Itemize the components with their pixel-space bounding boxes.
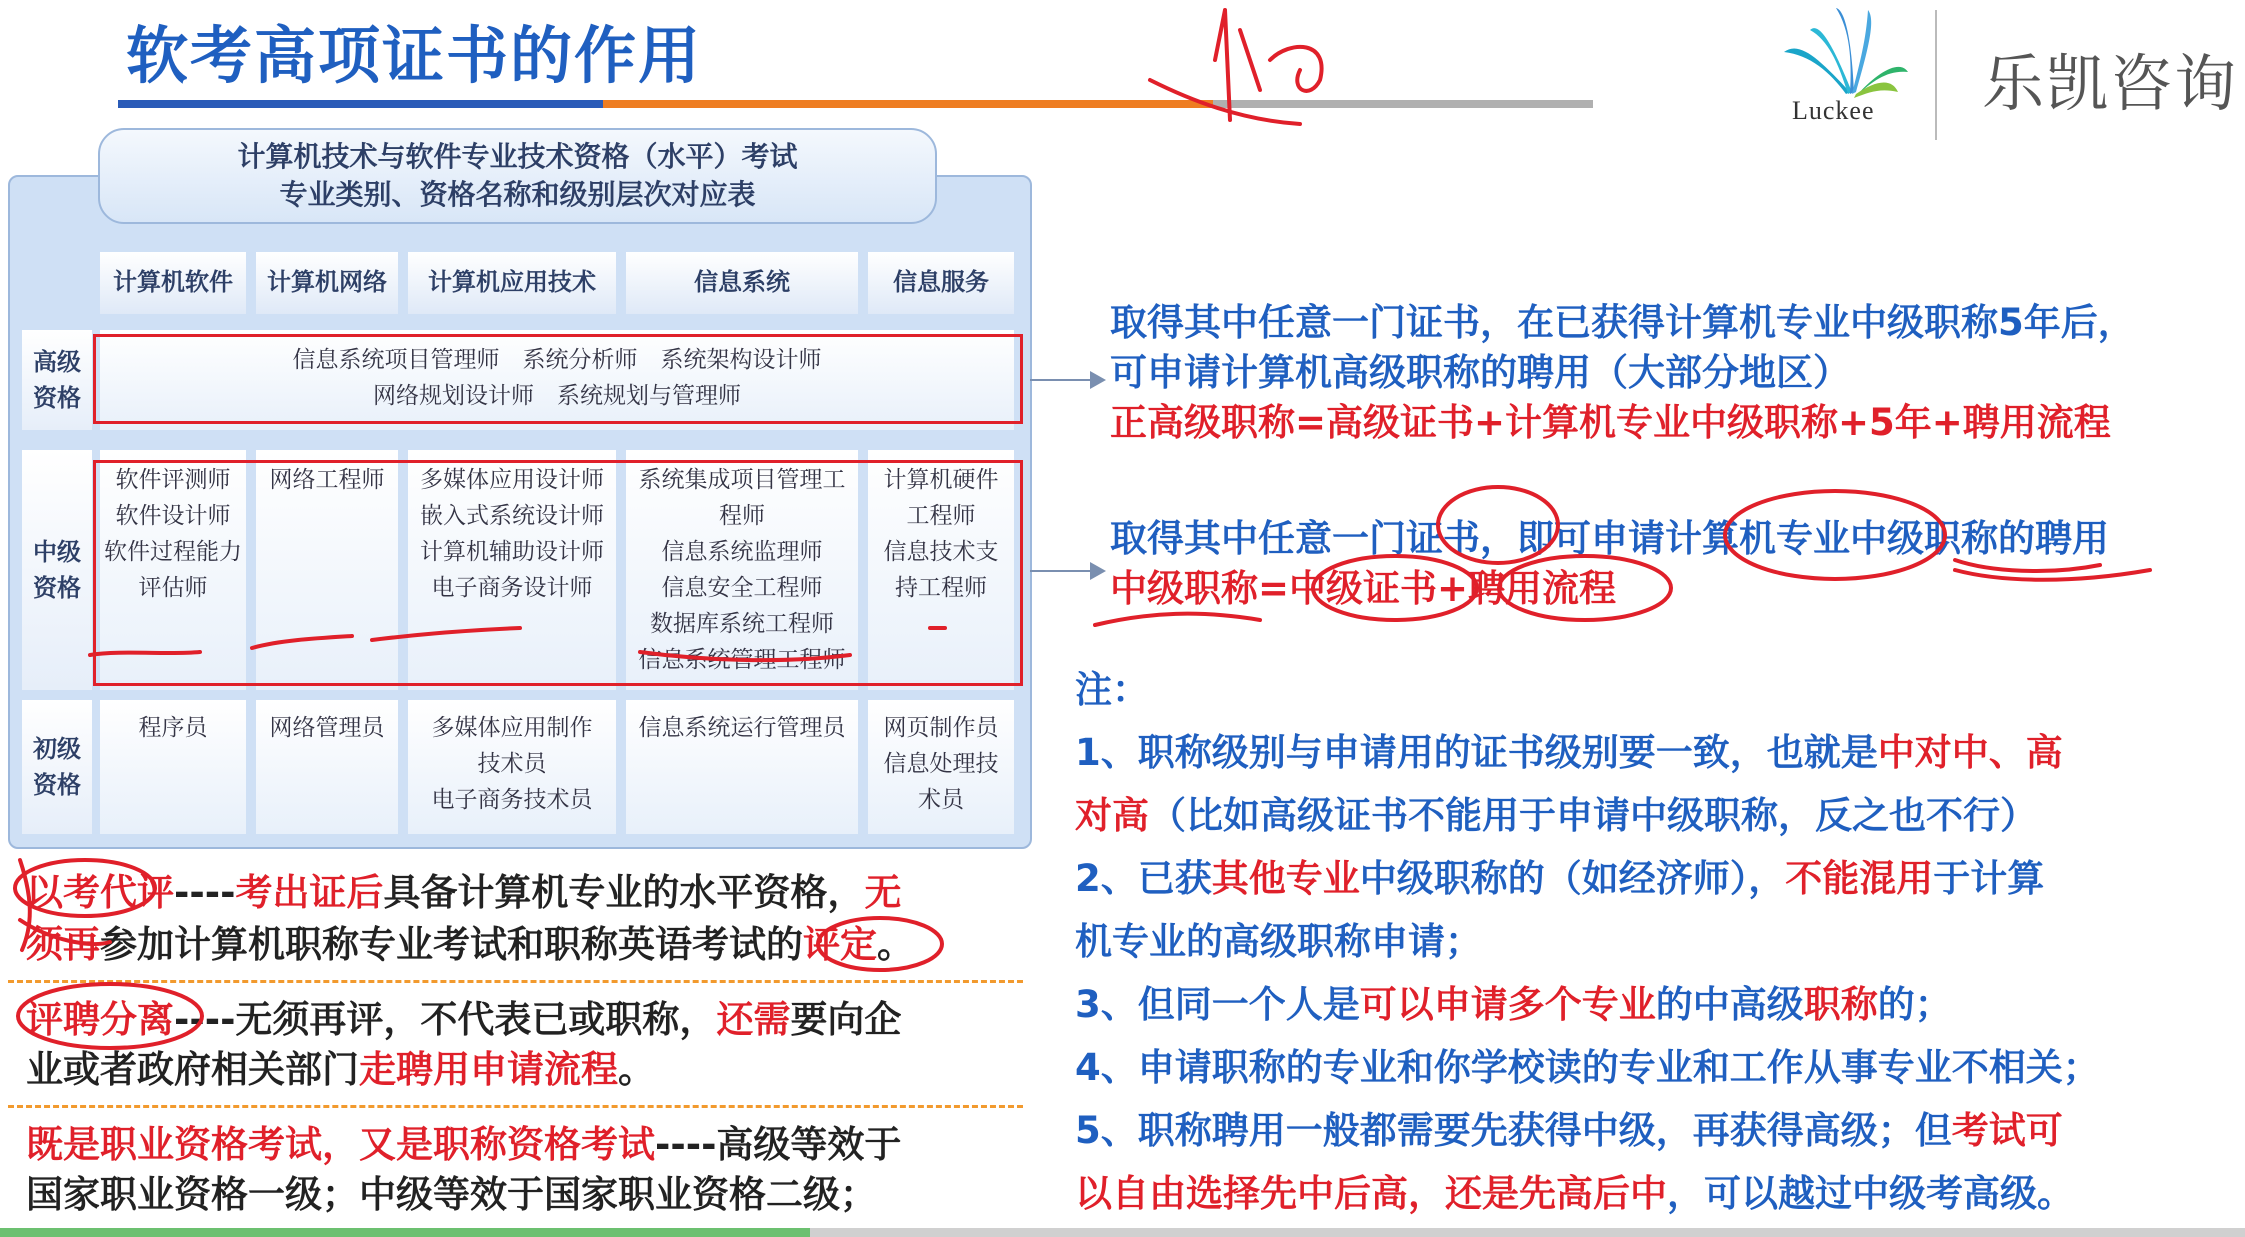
mid-svc-l4: 持工程师 xyxy=(895,575,987,601)
left-note-1b: ---- xyxy=(174,871,236,914)
left-note-2d: 要向企 xyxy=(790,998,902,1041)
low-app-l1: 多媒体应用制作 xyxy=(431,715,593,741)
mid-app-l2: 嵌入式系统设计师 xyxy=(420,503,604,529)
row-head-low-l2: 资格 xyxy=(33,771,81,799)
low-svc-l1: 网页制作员 xyxy=(883,715,999,741)
left-note-1i: 。 xyxy=(877,923,914,966)
note-3d: 职称 xyxy=(1803,983,1878,1026)
note-2a: 2、已获 xyxy=(1075,857,1212,900)
note-2-cont: 机专业的高级职称申请； xyxy=(1075,920,1482,963)
left-note-1f: 须再 xyxy=(26,923,100,966)
mid-svc-l2: 工程师 xyxy=(906,503,976,529)
col-info-service: 信息服务 xyxy=(868,252,1014,314)
note-1a: 1、职称级别与申请用的证书级别要一致，也就是 xyxy=(1075,731,1878,774)
left-note-2e: 业或者政府相关部门 xyxy=(26,1048,359,1091)
left-note-1g: 参加计算机职称专业考试和职称英语考试的 xyxy=(100,923,803,966)
note-2b: 其他专业 xyxy=(1211,857,1360,900)
left-note-2f: 走聘用申请流程 xyxy=(359,1048,618,1091)
note-2c: 中级职称的（如经济师）， xyxy=(1359,857,1786,900)
mid-network-l1: 网络工程师 xyxy=(269,467,385,493)
mid-svc-l3: 信息技术支 xyxy=(883,539,999,565)
high-desc-line2: 可申请计算机高级职称的聘用（大部分地区） xyxy=(1110,351,1850,394)
note-3b: 可以申请多个专业 xyxy=(1359,983,1656,1026)
note-2e: 于计算 xyxy=(1933,857,2045,900)
logo-text-cn: 乐凯咨询 xyxy=(1982,47,2239,120)
col-application: 计算机应用技术 xyxy=(408,252,616,314)
mid-software-l2: 软件设计师 xyxy=(115,503,231,529)
mid-is-l5: 数据库系统工程师 xyxy=(650,611,834,637)
note-2d: 不能混用 xyxy=(1785,857,1934,900)
note-5d: ，可以越过中级考高级。 xyxy=(1667,1172,2074,1215)
note-1c: 对高 xyxy=(1075,794,1149,837)
left-note-2c: 还需 xyxy=(716,998,791,1041)
mid-is-l6: 信息系统管理工程师 xyxy=(638,647,846,673)
low-svc-l3: 术员 xyxy=(918,787,964,813)
mid-software-l4: 评估师 xyxy=(138,575,208,601)
left-note-2b: ----无须再评，不代表已或职称， xyxy=(174,998,717,1041)
mid-is-l4: 信息安全工程师 xyxy=(661,575,823,601)
high-formula: 正高级职称=高级证书+计算机专业中级职称+5年+聘用流程 xyxy=(1110,401,2111,444)
mid-app-l4: 电子商务设计师 xyxy=(431,575,593,601)
note-3a: 3、但同一个人是 xyxy=(1075,983,1360,1026)
note-3e: 的； xyxy=(1877,983,1952,1026)
video-progress-fill xyxy=(0,1228,810,1237)
mid-app-l1: 多媒体应用设计师 xyxy=(420,467,604,493)
row-head-low-l1: 初级 xyxy=(33,735,81,763)
note-5a: 5、职称聘用一般都需要先获得中级，再获得高级；但 xyxy=(1075,1109,1952,1152)
left-note-1d: 具备计算机专业的水平资格， xyxy=(383,871,865,914)
low-app-l2: 技术员 xyxy=(477,751,547,777)
row-head-high-l1: 高级 xyxy=(33,348,81,376)
col-network: 计算机网络 xyxy=(256,252,398,314)
mid-svc-l1: 计算机硬件 xyxy=(883,467,999,493)
low-network-l1: 网络管理员 xyxy=(269,715,385,741)
row-head-mid-l2: 资格 xyxy=(33,574,81,602)
low-svc-l2: 信息处理技 xyxy=(883,751,999,777)
left-note-3a: 既是职业资格考试，又是职称资格考试 xyxy=(26,1123,655,1166)
logo-text-en: Luckee xyxy=(1792,96,1875,125)
left-note-1a: 以考代评 xyxy=(26,871,174,914)
mid-is-l3: 信息系统监理师 xyxy=(661,539,823,565)
col-software: 计算机软件 xyxy=(100,252,246,314)
left-note-3-cont: 国家职业资格一级；中级等效于国家职业资格二级； xyxy=(26,1173,877,1216)
mid-app-l3: 计算机辅助设计师 xyxy=(420,539,604,565)
left-note-2a: 评聘分离 xyxy=(26,998,174,1041)
mid-is-l1: 系统集成项目管理工 xyxy=(638,467,846,493)
ink-scribble-title xyxy=(1150,80,1300,124)
note-1d: （比如高级证书不能用于申请中级职称，反之也不行） xyxy=(1149,794,2037,837)
table-header-line2: 专业类别、资格名称和级别层次对应表 xyxy=(279,178,756,211)
high-line1: 信息系统项目管理师 系统分析师 系统架构设计师 xyxy=(292,347,822,373)
page-title: 软考高项证书的作用 xyxy=(126,19,703,92)
left-note-1e: 无 xyxy=(864,871,902,914)
high-line2: 网络规划设计师 系统规划与管理师 xyxy=(373,383,741,409)
low-software-l1: 程序员 xyxy=(138,715,208,741)
left-note-2g: 。 xyxy=(618,1048,655,1091)
mid-software-l3: 软件过程能力 xyxy=(104,539,242,565)
high-desc-line1: 取得其中任意一门证书，在已获得计算机专业中级职称5年后， xyxy=(1110,301,2135,344)
row-head-high-l2: 资格 xyxy=(33,384,81,412)
row-head-mid-l1: 中级 xyxy=(33,538,81,566)
note-4: 4、申请职称的专业和你学校读的专业和工作从事专业不相关； xyxy=(1075,1046,2100,1089)
note-3c: 的中高级 xyxy=(1655,983,1804,1026)
col-info-system: 信息系统 xyxy=(626,252,858,314)
table-header-line1: 计算机技术与软件专业技术资格（水平）考试 xyxy=(237,140,798,173)
left-note-3b: ----高级等效于 xyxy=(655,1123,902,1166)
mid-formula: 中级职称=中级证书+聘用流程 xyxy=(1110,567,1617,610)
mid-software-l1: 软件评测师 xyxy=(115,467,231,493)
left-note-1h: 评定 xyxy=(803,923,877,966)
note-5c: 以自由选择先中后高，还是先高后中 xyxy=(1075,1172,1667,1215)
low-is-l1: 信息系统运行管理员 xyxy=(638,715,846,741)
note-1b: 中对中、高 xyxy=(1877,731,2063,774)
notes-heading: 注： xyxy=(1075,668,1149,711)
low-app-l3: 电子商务技术员 xyxy=(431,787,593,813)
mid-is-l2: 程师 xyxy=(719,503,765,529)
note-5b: 考试可 xyxy=(1951,1109,2063,1152)
mid-desc-line1: 取得其中任意一门证书，即可申请计算机专业中级职称的聘用 xyxy=(1110,517,2109,560)
left-note-1c: 考出证后 xyxy=(235,871,384,914)
